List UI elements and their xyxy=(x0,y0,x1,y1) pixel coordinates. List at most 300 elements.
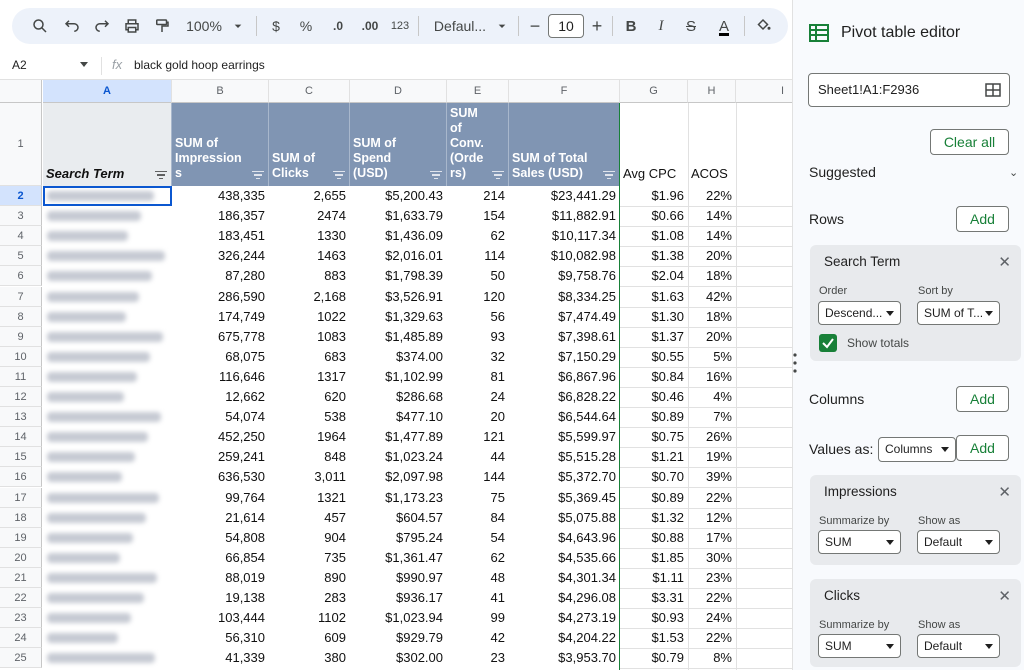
filter-icon[interactable] xyxy=(430,171,442,179)
redo-icon[interactable] xyxy=(88,8,116,44)
strikethrough-button[interactable]: S xyxy=(685,17,696,35)
cell-cpc[interactable]: $1.32 xyxy=(651,509,684,525)
suggested-label[interactable]: Suggested xyxy=(809,164,876,180)
cell-acos[interactable]: 39% xyxy=(705,469,732,485)
cell-conv[interactable]: 99 xyxy=(490,610,505,626)
cell-acos[interactable]: 24% xyxy=(705,610,732,626)
row-header[interactable]: 3 xyxy=(0,206,42,226)
cell-acos[interactable]: 20% xyxy=(705,248,732,264)
cell-clicks[interactable]: 904 xyxy=(324,529,346,545)
cell-clicks[interactable]: 1330 xyxy=(317,228,346,244)
cell-spend[interactable]: $1,436.09 xyxy=(385,228,443,244)
fill-color-icon[interactable] xyxy=(752,8,774,44)
cell-sales[interactable]: $4,301.34 xyxy=(558,569,616,585)
cell-spend[interactable]: $374.00 xyxy=(396,348,443,364)
font-select[interactable]: Defaul... xyxy=(433,18,487,34)
pivot-border xyxy=(619,103,620,670)
filter-icon[interactable] xyxy=(492,171,504,179)
values-as-select[interactable] xyxy=(878,437,956,462)
decrease-decimal-button[interactable]: .0 xyxy=(332,19,343,33)
cell-impr[interactable]: 56,310 xyxy=(225,630,265,646)
select-all-corner[interactable] xyxy=(0,80,42,103)
header-label: Search Term xyxy=(46,166,125,181)
cell-cpc[interactable]: $0.89 xyxy=(651,489,684,505)
cell-acos[interactable]: 18% xyxy=(705,308,732,324)
header-search-term[interactable] xyxy=(43,103,172,186)
row-header[interactable]: 9 xyxy=(0,327,42,347)
zoom-select[interactable]: 100% xyxy=(186,18,222,34)
cell-spend[interactable]: $1,798.39 xyxy=(385,268,443,284)
font-size-increase-button[interactable]: + xyxy=(591,15,603,36)
cell-conv[interactable]: 93 xyxy=(490,328,505,344)
header-line: SUM xyxy=(450,106,478,120)
redacted-search-term[interactable] xyxy=(47,332,163,342)
cell-conv[interactable]: 62 xyxy=(490,228,505,244)
close-icon[interactable]: ✕ xyxy=(998,588,1011,605)
summarize-label: Summarize by xyxy=(819,619,890,631)
cell-impr[interactable]: 68,075 xyxy=(225,348,265,364)
show-totals-checkbox[interactable] xyxy=(819,334,837,352)
redacted-search-term[interactable] xyxy=(47,312,126,322)
header-avg-cpc[interactable]: Avg CPC xyxy=(623,166,677,181)
redacted-search-term[interactable] xyxy=(47,211,141,221)
cell-sales[interactable]: $4,204.22 xyxy=(558,630,616,646)
cell-clicks[interactable]: 1964 xyxy=(317,429,346,445)
row-header[interactable]: 22 xyxy=(0,588,42,608)
cell-clicks[interactable]: 457 xyxy=(324,509,346,525)
row-header[interactable]: 10 xyxy=(0,347,42,367)
redacted-search-term[interactable] xyxy=(47,251,165,261)
spreadsheet-grid xyxy=(0,80,792,670)
cell-acos[interactable]: 18% xyxy=(705,268,732,284)
filter-icon[interactable] xyxy=(333,171,345,179)
column-header-f[interactable]: F xyxy=(509,80,620,103)
cell-clicks[interactable]: 1022 xyxy=(317,308,346,324)
redacted-search-term[interactable] xyxy=(47,653,155,663)
cell-spend[interactable]: $1,102.99 xyxy=(385,368,443,384)
cell-cpc[interactable]: $1.11 xyxy=(652,569,684,585)
close-icon[interactable]: ✕ xyxy=(998,484,1011,501)
cell-cpc[interactable]: $0.89 xyxy=(651,409,684,425)
cell-sales[interactable]: $7,398.61 xyxy=(558,328,616,344)
cell-conv[interactable]: 56 xyxy=(490,308,505,324)
cell-spend[interactable]: $1,361.47 xyxy=(385,549,443,565)
font-size-decrease-button[interactable]: − xyxy=(529,15,541,36)
cell-conv[interactable]: 24 xyxy=(490,389,505,404)
cell-spend[interactable]: $1,485.89 xyxy=(385,328,443,344)
cell-conv[interactable]: 62 xyxy=(490,549,505,565)
cell-cpc[interactable]: $1.30 xyxy=(651,308,684,324)
row-header[interactable]: 19 xyxy=(0,528,42,548)
cell-conv[interactable]: 44 xyxy=(490,449,505,465)
cell-sales[interactable]: $6,867.96 xyxy=(558,368,616,384)
cell-impr[interactable]: 186,357 xyxy=(218,208,265,224)
cell-sales[interactable]: $6,544.64 xyxy=(558,409,616,425)
sort-by-select[interactable] xyxy=(917,301,1000,325)
column-header-e[interactable]: E xyxy=(447,80,509,103)
cell-sales[interactable]: $11,882.91 xyxy=(551,208,616,224)
cell-spend[interactable]: $795.24 xyxy=(396,529,443,545)
cell-conv[interactable]: 114 xyxy=(484,248,505,264)
cell-sales[interactable]: $8,334.25 xyxy=(558,288,616,304)
cell-cpc[interactable]: $1.08 xyxy=(651,228,684,244)
cell-impr[interactable]: 116,646 xyxy=(218,368,265,384)
cell-cpc[interactable]: $3.31 xyxy=(651,590,684,605)
cell-impr[interactable]: 54,074 xyxy=(225,409,265,425)
order-select[interactable] xyxy=(818,301,901,325)
column-header-h[interactable]: H xyxy=(688,80,736,103)
column-header-d[interactable]: D xyxy=(350,80,447,103)
percent-format-button[interactable]: % xyxy=(299,18,313,34)
currency-format-button[interactable]: $ xyxy=(272,18,280,34)
cell-conv[interactable]: 23 xyxy=(490,650,505,666)
redacted-search-term[interactable] xyxy=(47,292,139,302)
redacted-search-term[interactable] xyxy=(47,573,157,583)
header-clicks[interactable] xyxy=(269,103,350,186)
cell-conv[interactable]: 54 xyxy=(490,529,505,545)
redacted-search-term[interactable] xyxy=(47,593,144,603)
cell-acos[interactable]: 19% xyxy=(705,449,732,465)
header-acos[interactable]: ACOS xyxy=(691,166,728,181)
cell-clicks[interactable]: 2,655 xyxy=(313,188,346,203)
cell-spend[interactable]: $929.79 xyxy=(396,630,443,646)
row-header[interactable]: 23 xyxy=(0,608,42,628)
show-as-select[interactable] xyxy=(917,530,1000,554)
formula-input[interactable]: black gold hoop earrings xyxy=(134,58,265,72)
cell-conv[interactable]: 81 xyxy=(490,368,505,384)
cell-cpc[interactable]: $0.70 xyxy=(651,469,684,485)
cell-sales[interactable]: $10,082.98 xyxy=(550,248,616,264)
redacted-search-term[interactable] xyxy=(47,613,131,623)
redacted-search-term[interactable] xyxy=(47,392,124,402)
cell-clicks[interactable]: 1317 xyxy=(317,368,346,384)
select-value: Columns xyxy=(885,442,933,456)
redacted-search-term[interactable] xyxy=(47,513,146,523)
row-header[interactable]: 17 xyxy=(0,488,42,508)
cell-cpc[interactable]: $0.84 xyxy=(651,368,684,384)
cell-acos[interactable]: 42% xyxy=(705,288,732,304)
row-header[interactable]: 24 xyxy=(0,628,42,648)
cell-acos[interactable]: 8% xyxy=(713,650,732,666)
cell-conv[interactable]: 120 xyxy=(483,288,505,304)
cell-cpc[interactable]: $1.96 xyxy=(651,188,684,203)
cell-acos[interactable]: 22% xyxy=(705,590,732,605)
header-line: Clicks xyxy=(272,166,309,180)
cell-acos[interactable]: 22% xyxy=(705,188,732,203)
search-icon[interactable] xyxy=(26,8,54,44)
redacted-search-term[interactable] xyxy=(47,452,135,462)
cell-impr[interactable]: 183,451 xyxy=(218,228,265,244)
clear-all-button[interactable]: Clear all xyxy=(930,129,1009,155)
cell-conv[interactable]: 154 xyxy=(483,208,505,224)
cell-acos[interactable]: 14% xyxy=(705,208,732,224)
cell-impr[interactable]: 88,019 xyxy=(225,569,265,585)
cell-impr[interactable]: 438,335 xyxy=(218,188,265,203)
fx-icon: fx xyxy=(112,57,123,72)
cell-impr[interactable]: 259,241 xyxy=(218,449,265,465)
formula-bar xyxy=(0,52,792,80)
cell-clicks[interactable]: 1083 xyxy=(317,328,346,344)
cell-sales[interactable]: $3,953.70 xyxy=(558,650,616,666)
cell-spend[interactable]: $2,097.98 xyxy=(385,469,443,485)
cell-clicks[interactable]: 683 xyxy=(324,348,346,364)
cell-acos[interactable]: 20% xyxy=(705,328,732,344)
cell-sales[interactable]: $5,075.88 xyxy=(558,509,616,525)
cell-spend[interactable]: $1,329.63 xyxy=(385,308,443,324)
cell-acos[interactable]: 12% xyxy=(705,509,732,525)
cell-acos[interactable]: 5% xyxy=(713,348,732,364)
cell-cpc[interactable]: $0.66 xyxy=(651,208,684,224)
add-column-button[interactable]: Add xyxy=(956,386,1009,412)
column-header-c[interactable]: C xyxy=(269,80,350,103)
cell-conv[interactable]: 41 xyxy=(490,590,505,605)
cell-sales[interactable]: $7,474.49 xyxy=(558,308,616,324)
summarize-label: Summarize by xyxy=(819,515,890,527)
filter-icon[interactable] xyxy=(252,171,264,179)
cell-spend[interactable]: $1,477.89 xyxy=(385,429,443,445)
cell-impr[interactable]: 87,280 xyxy=(225,268,265,284)
cell-cpc[interactable]: $1.63 xyxy=(651,288,684,304)
redacted-search-term[interactable] xyxy=(47,472,122,482)
row-header[interactable]: 18 xyxy=(0,508,42,528)
row-header[interactable]: 8 xyxy=(0,307,42,327)
cell-sales[interactable]: $5,599.97 xyxy=(558,429,616,445)
cell-spend[interactable]: $302.00 xyxy=(396,650,443,666)
cell-clicks[interactable]: 609 xyxy=(324,630,346,646)
column-header-g[interactable]: G xyxy=(620,80,688,103)
bold-button[interactable]: B xyxy=(625,17,637,35)
header-line: SUM of Total xyxy=(512,151,588,165)
cell-clicks[interactable]: 538 xyxy=(324,409,346,425)
row-header[interactable]: 21 xyxy=(0,568,42,588)
cell-clicks[interactable]: 380 xyxy=(324,650,346,666)
cell-acos[interactable]: 14% xyxy=(705,228,732,244)
active-cell-highlight[interactable] xyxy=(43,186,172,206)
row-header[interactable]: 20 xyxy=(0,548,42,568)
cell-sales[interactable]: $4,535.66 xyxy=(558,549,616,565)
redacted-search-term[interactable] xyxy=(47,352,150,362)
cell-sales[interactable]: $4,643.96 xyxy=(558,529,616,545)
cell-sales[interactable]: $5,369.45 xyxy=(558,489,616,505)
cell-spend[interactable]: $990.97 xyxy=(396,569,443,585)
row-header[interactable]: 11 xyxy=(0,367,42,387)
redacted-search-term[interactable] xyxy=(47,633,118,643)
cell-acos[interactable]: 26% xyxy=(705,429,732,445)
print-icon[interactable] xyxy=(118,8,146,44)
cell-impr[interactable]: 103,444 xyxy=(218,610,265,626)
cell-clicks[interactable]: 848 xyxy=(324,449,346,465)
cell-spend[interactable]: $2,016.01 xyxy=(385,248,443,264)
cell-impr[interactable]: 326,244 xyxy=(218,248,265,264)
column-header-b[interactable]: B xyxy=(172,80,269,103)
grid-select-icon[interactable] xyxy=(985,83,1001,97)
italic-button[interactable]: I xyxy=(658,17,664,34)
cell-impr[interactable]: 636,530 xyxy=(218,469,265,485)
cell-sales[interactable]: $4,296.08 xyxy=(558,590,616,605)
cell-conv[interactable]: 84 xyxy=(490,509,505,525)
cell-cpc[interactable]: $0.75 xyxy=(651,429,684,445)
cell-sales[interactable]: $5,515.28 xyxy=(558,449,616,465)
cell-clicks[interactable]: 2,168 xyxy=(313,288,346,304)
cell-acos[interactable]: 7% xyxy=(713,409,732,425)
cell-conv[interactable]: 121 xyxy=(483,429,505,445)
cell-cpc[interactable]: $1.38 xyxy=(651,248,684,264)
summarize-select[interactable] xyxy=(818,530,901,554)
add-row-button[interactable]: Add xyxy=(956,206,1009,232)
cell-spend[interactable]: $477.10 xyxy=(396,409,443,425)
cell-impr[interactable]: 54,808 xyxy=(225,529,265,545)
cell-conv[interactable]: 144 xyxy=(483,469,505,485)
cell-spend[interactable]: $936.17 xyxy=(396,590,443,605)
show-as-select[interactable] xyxy=(917,634,1000,658)
header-conversions[interactable] xyxy=(447,103,509,186)
cell-conv[interactable]: 32 xyxy=(490,348,505,364)
header-total-sales[interactable] xyxy=(509,103,620,186)
cell-spend[interactable]: $286.68 xyxy=(396,389,443,404)
header-spend[interactable] xyxy=(350,103,447,186)
cell-spend[interactable]: $3,526.91 xyxy=(385,288,443,304)
filter-icon[interactable] xyxy=(603,171,615,179)
panel-resize-handle[interactable] xyxy=(793,352,797,374)
cell-sales[interactable]: $23,441.29 xyxy=(550,188,616,203)
summarize-select[interactable] xyxy=(818,634,901,658)
row-header[interactable]: 13 xyxy=(0,407,42,427)
paint-format-icon[interactable] xyxy=(148,8,176,44)
cell-impr[interactable]: 41,339 xyxy=(225,650,265,666)
cell-acos[interactable]: 17% xyxy=(705,529,732,545)
cell-conv[interactable]: 50 xyxy=(490,268,505,284)
redacted-search-term[interactable] xyxy=(47,432,148,442)
text-color-button[interactable]: A xyxy=(718,17,729,35)
chevron-down-icon[interactable] xyxy=(230,8,246,44)
redacted-search-term[interactable] xyxy=(47,493,159,503)
row-header[interactable]: 7 xyxy=(0,287,42,307)
cell-impr[interactable]: 99,764 xyxy=(225,489,265,505)
cell-acos[interactable]: 22% xyxy=(705,630,732,646)
cell-sales[interactable]: $9,758.76 xyxy=(558,268,616,284)
toolbar-separator xyxy=(256,16,257,36)
cell-cpc[interactable]: $1.53 xyxy=(651,630,684,646)
cell-conv[interactable]: 42 xyxy=(490,630,505,646)
cell-cpc[interactable]: $2.04 xyxy=(651,268,684,284)
cell-clicks[interactable]: 283 xyxy=(324,590,346,605)
increase-decimal-button[interactable]: .00 xyxy=(361,19,379,33)
cell-impr[interactable]: 452,250 xyxy=(218,429,265,445)
cell-cpc[interactable]: $0.46 xyxy=(651,389,684,404)
cell-clicks[interactable]: 620 xyxy=(324,389,346,404)
cell-cpc[interactable]: $0.55 xyxy=(651,348,684,364)
column-header-i[interactable]: I xyxy=(736,80,792,103)
row-header[interactable]: 4 xyxy=(0,226,42,246)
cell-clicks[interactable]: 3,011 xyxy=(314,469,346,485)
row-header[interactable]: 1 xyxy=(0,103,42,186)
cell-sales[interactable]: $4,273.19 xyxy=(558,610,616,626)
cell-clicks[interactable]: 1102 xyxy=(318,610,346,626)
header-line: rs) xyxy=(450,166,466,180)
cell-cpc[interactable]: $0.88 xyxy=(651,529,684,545)
chevron-down-icon[interactable]: ⌄ xyxy=(1009,167,1019,179)
cell-sales[interactable]: $5,372.70 xyxy=(558,469,616,485)
cell-clicks[interactable]: 2474 xyxy=(317,208,346,224)
row-header[interactable]: 6 xyxy=(0,266,42,286)
add-value-button[interactable]: Add xyxy=(956,435,1009,461)
row-header[interactable]: 5 xyxy=(0,246,42,266)
cell-impr[interactable]: 286,590 xyxy=(218,288,265,304)
impressions-card xyxy=(810,475,1021,565)
number-format-button[interactable]: 123 xyxy=(390,20,410,32)
column-header-a[interactable]: A xyxy=(43,80,172,103)
cell-conv[interactable]: 48 xyxy=(490,569,505,585)
cell-impr[interactable]: 12,662 xyxy=(225,389,265,404)
cell-cpc[interactable]: $0.93 xyxy=(651,610,684,626)
cell-clicks[interactable]: 1321 xyxy=(317,489,346,505)
redacted-search-term[interactable] xyxy=(47,271,152,281)
header-impressions[interactable] xyxy=(172,103,269,186)
cell-spend[interactable]: $1,173.23 xyxy=(385,489,443,505)
chevron-down-icon xyxy=(985,540,993,545)
cell-cpc[interactable]: $1.37 xyxy=(651,328,684,344)
cell-sales[interactable]: $6,828.22 xyxy=(558,389,616,404)
cell-acos[interactable]: 30% xyxy=(705,549,732,565)
cell-impr[interactable]: 675,778 xyxy=(218,328,265,344)
row-header[interactable]: 14 xyxy=(0,427,42,447)
cell-acos[interactable]: 4% xyxy=(713,389,732,404)
cell-clicks[interactable]: 735 xyxy=(324,549,346,565)
row-header[interactable]: 16 xyxy=(0,467,42,487)
cell-cpc[interactable]: $1.21 xyxy=(651,449,684,465)
font-size-input[interactable]: 10 xyxy=(548,14,584,38)
cell-spend[interactable]: $1,023.24 xyxy=(385,449,443,465)
redacted-search-term[interactable] xyxy=(47,231,128,241)
cell-spend[interactable]: $1,023.94 xyxy=(385,610,443,626)
chevron-down-icon[interactable] xyxy=(494,8,510,44)
cell-sales[interactable]: $7,150.29 xyxy=(558,348,616,364)
cell-spend[interactable]: $5,200.43 xyxy=(385,188,443,203)
cell-spend[interactable]: $1,633.79 xyxy=(385,208,443,224)
cell-acos[interactable]: 16% xyxy=(705,368,732,384)
redacted-search-term[interactable] xyxy=(47,412,161,422)
close-icon[interactable]: ✕ xyxy=(998,254,1011,271)
row-header[interactable]: 2 xyxy=(0,186,42,206)
cell-conv[interactable]: 75 xyxy=(490,489,505,505)
redacted-search-term[interactable] xyxy=(47,553,120,563)
cell-impr[interactable]: 66,854 xyxy=(225,549,265,565)
cell-clicks[interactable]: 1463 xyxy=(317,248,346,264)
cell-conv[interactable]: 214 xyxy=(483,188,505,203)
cell-cpc[interactable]: $1.85 xyxy=(651,549,684,565)
cell-impr[interactable]: 19,138 xyxy=(225,590,265,605)
cell-acos[interactable]: 22% xyxy=(705,489,732,505)
row-header[interactable]: 25 xyxy=(0,648,42,668)
cell-clicks[interactable]: 883 xyxy=(324,268,346,284)
cell-cpc[interactable]: $0.79 xyxy=(651,650,684,666)
cell-impr[interactable]: 21,614 xyxy=(225,509,265,525)
data-range-input[interactable] xyxy=(808,73,1010,107)
filter-icon[interactable] xyxy=(155,171,167,179)
undo-icon[interactable] xyxy=(58,8,86,44)
cell-spend[interactable]: $604.57 xyxy=(396,509,443,525)
cell-acos[interactable]: 23% xyxy=(705,569,732,585)
cell-clicks[interactable]: 890 xyxy=(324,569,346,585)
cell-impr[interactable]: 174,749 xyxy=(218,308,265,324)
row-header[interactable]: 12 xyxy=(0,387,42,407)
redacted-search-term[interactable] xyxy=(47,372,137,382)
redacted-search-term[interactable] xyxy=(47,533,133,543)
cell-conv[interactable]: 20 xyxy=(490,409,505,425)
chevron-down-icon[interactable] xyxy=(80,62,88,67)
row-header[interactable]: 15 xyxy=(0,447,42,467)
cell-sales[interactable]: $10,117.34 xyxy=(551,228,616,244)
